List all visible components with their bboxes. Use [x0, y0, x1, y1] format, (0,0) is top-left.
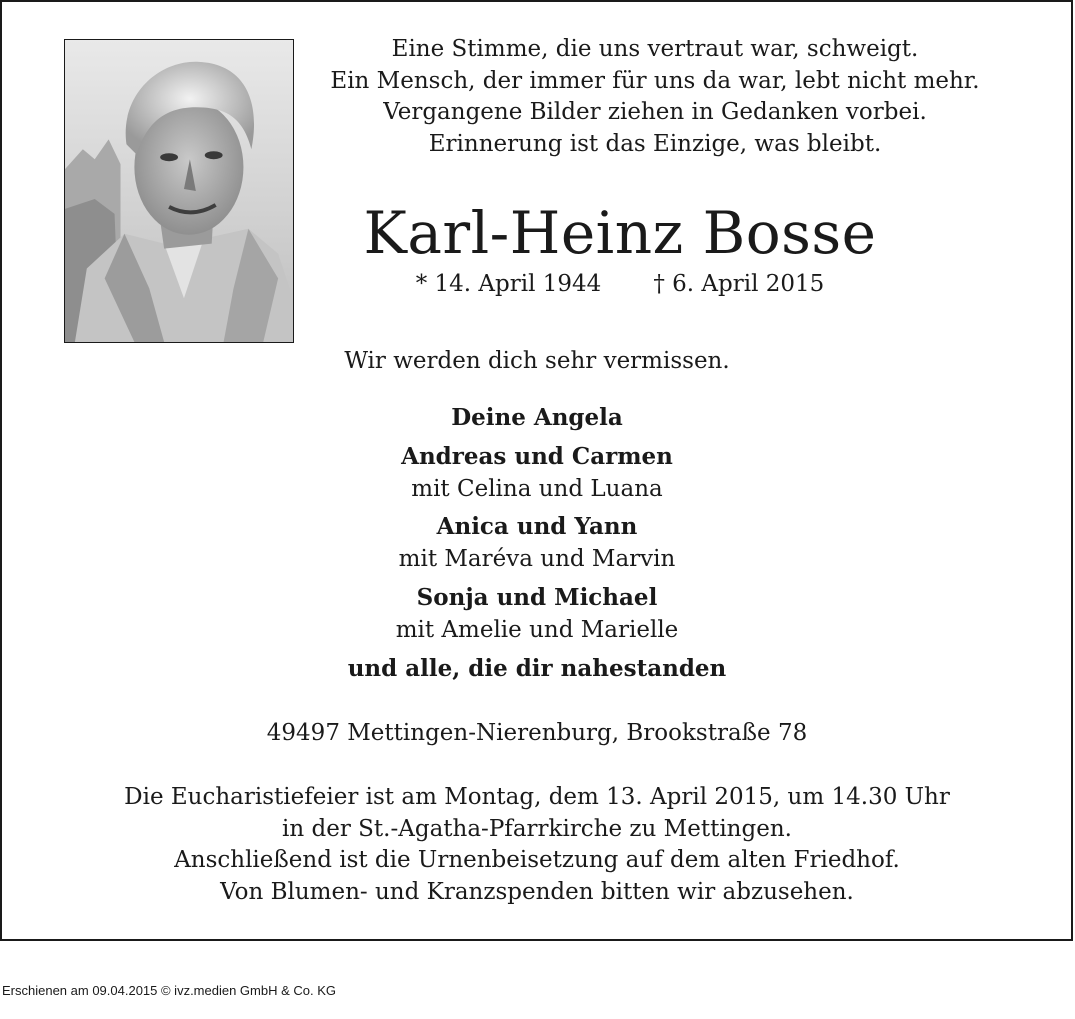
publication-footer: Erschienen am 09.04.2015 © ivz.medien GmbH & Co. KG — [2, 983, 337, 998]
mourner-name: Andreas und Carmen — [401, 443, 673, 470]
poem — [320, 34, 990, 160]
mourner-name: Deine Angela — [451, 404, 623, 431]
service-line: in der St.-Agatha-Pfarrkirche zu Mettingen. — [282, 815, 792, 842]
death-date: † 6. April 2015 — [653, 271, 825, 297]
mourner-closing: und alle, die dir nahestanden — [347, 655, 727, 682]
poem-line: Erinnerung ist das Einzige, was bleibt. — [428, 130, 882, 157]
poem-line: Vergangene Bilder ziehen in Gedanken vorbei. — [383, 99, 927, 125]
portrait-photo — [64, 39, 294, 343]
address: 49497 Mettingen-Nierenburg, Brookstraße 78 — [266, 720, 808, 746]
mourner-children: mit Maréva und Marvin — [398, 546, 676, 572]
service-line: Die Eucharistiefeier ist am Montag, dem 13. April 2015, um 14.30 Uhr — [124, 784, 950, 810]
mourner-children: mit Amelie und Marielle — [395, 617, 679, 643]
deceased-name: Karl-Heinz Bosse — [363, 199, 877, 267]
service-line: Von Blumen- und Kranzspenden bitten wir abzusehen. — [220, 878, 854, 905]
poem-line: Ein Mensch, der immer für uns da war, lebt nicht mehr. — [330, 67, 980, 94]
life-dates — [320, 268, 920, 300]
mourner-name: Anica und Yann — [436, 513, 638, 540]
service-line: Anschließend ist die Urnenbeisetzung auf dem alten Friedhof. — [174, 847, 900, 873]
birth-date: * 14. April 1944 — [415, 271, 602, 297]
portrait-image — [65, 40, 293, 342]
mourner-name: Sonja und Michael — [416, 584, 658, 611]
mourner-children: mit Celina und Luana — [411, 476, 663, 502]
poem-line: Eine Stimme, die uns vertraut war, schweigt. — [391, 36, 919, 62]
service-info — [87, 782, 987, 908]
farewell-message: Wir werden dich sehr vermissen. — [344, 348, 730, 374]
